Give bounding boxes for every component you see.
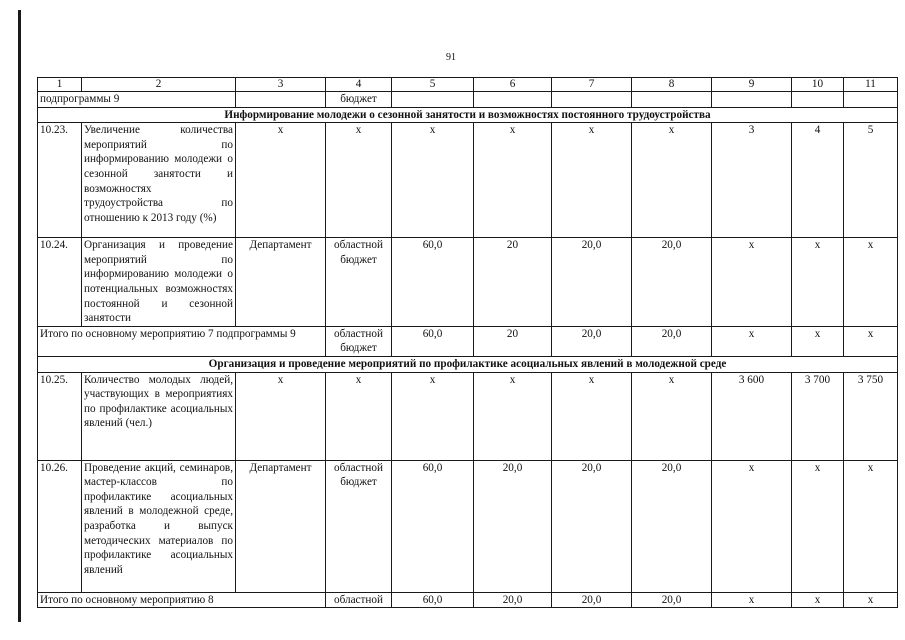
- col-header: 1: [38, 78, 82, 92]
- col-header: 6: [474, 78, 552, 92]
- table-cell: бюджет: [326, 92, 392, 108]
- table-cell: [392, 92, 474, 108]
- table-cell: [792, 92, 844, 108]
- table-cell: 5: [844, 123, 898, 238]
- section-heading-row: [38, 356, 898, 372]
- col-header: 4: [326, 78, 392, 92]
- col-header: 2: [82, 78, 236, 92]
- table-cell: х: [236, 123, 326, 238]
- section-title: Организация и проведение мероприятий по профилактике асоциальных явлений в молодежной среде: [38, 356, 898, 372]
- table-cell: х: [844, 460, 898, 592]
- binding-edge-line: [18, 10, 21, 622]
- table-cell: 60,0: [392, 460, 474, 592]
- table-cell: [632, 92, 712, 108]
- table-cell: х: [844, 326, 898, 356]
- table-cell: [844, 92, 898, 108]
- table-cell: х: [326, 372, 392, 460]
- table-cell: х: [236, 372, 326, 460]
- table-cell: областной бюджет: [326, 460, 392, 592]
- table-cell: 20,0: [552, 592, 632, 608]
- subtotal-label: Итого по основному мероприятию 8: [38, 592, 326, 608]
- table-cell: х: [792, 326, 844, 356]
- col-header: 7: [552, 78, 632, 92]
- table-cell: 60,0: [392, 592, 474, 608]
- table-row: [38, 123, 898, 238]
- row-description: Организация и проведение мероприятий по информированию молодежи о потенциальных возможностях постоянной и сезонной занятости: [82, 238, 236, 327]
- table-cell: [712, 92, 792, 108]
- section-heading-row: [38, 107, 898, 123]
- table-cell: х: [552, 123, 632, 238]
- row-number: 10.25.: [38, 372, 82, 460]
- row-number: 10.24.: [38, 238, 82, 327]
- table-cell: Департамент: [236, 460, 326, 592]
- table-cell: 20,0: [552, 326, 632, 356]
- table-cell: х: [792, 460, 844, 592]
- table-cell: Департамент: [236, 238, 326, 327]
- column-number-row: [38, 78, 898, 92]
- page-number: 91: [446, 52, 456, 63]
- table-cell: 60,0: [392, 238, 474, 327]
- continuation-row: [38, 92, 898, 108]
- table-cell: 3 750: [844, 372, 898, 460]
- col-header: 9: [712, 78, 792, 92]
- table-cell: х: [552, 372, 632, 460]
- col-header: 8: [632, 78, 712, 92]
- table-cell: 4: [792, 123, 844, 238]
- table-cell: х: [712, 460, 792, 592]
- row-description: Проведение акций, семинаров, мастер-классов по профилактике асоциальных явлений в молодежной среде, разработка и выпуск методических материалов по профилактике асоциальных явлений: [82, 460, 236, 592]
- table-cell: х: [474, 372, 552, 460]
- table-cell: 20,0: [632, 238, 712, 327]
- table-cell: областной бюджет: [326, 238, 392, 327]
- table-cell: х: [712, 592, 792, 608]
- table-cell: 3 700: [792, 372, 844, 460]
- table-cell: 20,0: [632, 592, 712, 608]
- row-description: Увеличение количества мероприятий по информированию молодежи о сезонной занятости и возможностях трудоустройства по отношению к 2013 году (%): [82, 123, 236, 238]
- table-cell: х: [792, 592, 844, 608]
- table-cell: [236, 92, 326, 108]
- table-cell: х: [844, 238, 898, 327]
- table-cell: 20,0: [632, 326, 712, 356]
- table-cell: 3: [712, 123, 792, 238]
- continuation-label: подпрограммы 9: [38, 92, 236, 108]
- table-cell: 3 600: [712, 372, 792, 460]
- row-number: 10.23.: [38, 123, 82, 238]
- table-cell: х: [632, 372, 712, 460]
- col-header: 10: [792, 78, 844, 92]
- section-title: Информирование молодежи о сезонной занятости и возможностях постоянного трудоустройства: [38, 107, 898, 123]
- subtotal-row: [38, 326, 898, 356]
- budget-table: [37, 77, 898, 608]
- table-cell: 20: [474, 238, 552, 327]
- col-header: 11: [844, 78, 898, 92]
- table-cell: х: [326, 123, 392, 238]
- col-header: 3: [236, 78, 326, 92]
- table-cell: 20,0: [632, 460, 712, 592]
- table-cell: областной бюджет: [326, 326, 392, 356]
- table-cell: х: [712, 238, 792, 327]
- table-row: [38, 460, 898, 592]
- table-cell: [552, 92, 632, 108]
- subtotal-label: Итого по основному мероприятию 7 подпрограммы 9: [38, 326, 326, 356]
- table-cell: х: [474, 123, 552, 238]
- row-number: 10.26.: [38, 460, 82, 592]
- table-cell: областной: [326, 592, 392, 608]
- table-cell: х: [792, 238, 844, 327]
- table-cell: х: [712, 326, 792, 356]
- table-cell: х: [392, 372, 474, 460]
- table-row: [38, 238, 898, 327]
- table-cell: 20,0: [552, 460, 632, 592]
- col-header: 5: [392, 78, 474, 92]
- table-row: [38, 372, 898, 460]
- subtotal-row: [38, 592, 898, 608]
- table-cell: 20,0: [474, 460, 552, 592]
- table-cell: 20,0: [474, 592, 552, 608]
- table-cell: 20,0: [552, 238, 632, 327]
- table-cell: [474, 92, 552, 108]
- table-cell: х: [392, 123, 474, 238]
- table-cell: х: [632, 123, 712, 238]
- table-cell: 60,0: [392, 326, 474, 356]
- table-cell: х: [844, 592, 898, 608]
- table-cell: 20: [474, 326, 552, 356]
- row-description: Количество молодых людей, участвующих в мероприятиях по профилактике асоциальных явлений (чел.): [82, 372, 236, 460]
